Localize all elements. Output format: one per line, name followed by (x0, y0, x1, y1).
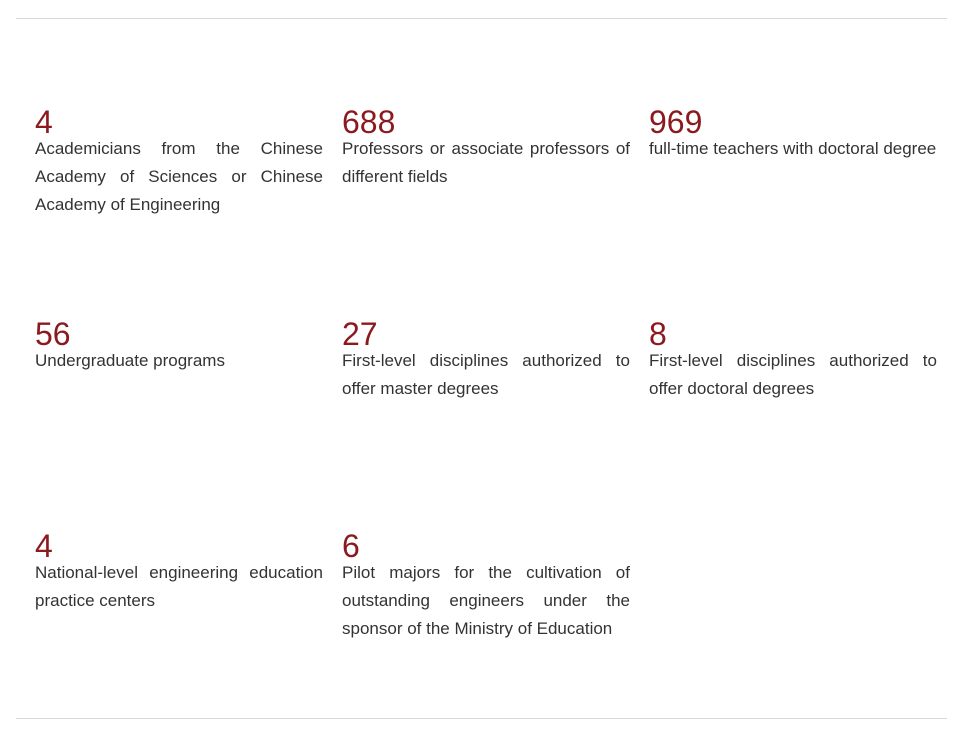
stat-doctoral-teachers (649, 106, 937, 163)
stat-value: 969 (649, 104, 703, 140)
stat-practice-centers (35, 530, 323, 615)
top-divider (16, 18, 947, 19)
stat-value: 8 (649, 316, 667, 352)
stat-value: 56 (35, 316, 71, 352)
stat-professors (342, 106, 630, 191)
stat-label: National-level engineering education practice centers (35, 563, 323, 610)
stat-label: Professors or associate professors of different fields (342, 139, 630, 186)
stat-label: Academicians from the Chinese Academy of Sciences or Chinese Academy of Engineering (35, 139, 323, 214)
stat-label: full-time teachers with doctoral degree (649, 139, 937, 158)
stat-undergraduate-programs (35, 318, 323, 375)
stat-value: 688 (342, 104, 396, 140)
stat-value: 27 (342, 316, 378, 352)
stat-value: 4 (35, 104, 53, 140)
stat-label: First-level disciplines authorized to offer doctoral degrees (649, 351, 937, 398)
stat-pilot-majors (342, 530, 630, 643)
stat-label: Pilot majors for the cultivation of outstanding engineers under the sponsor of the Ministry of Education (342, 563, 630, 638)
stat-value: 6 (342, 528, 360, 564)
stat-label: First-level disciplines authorized to offer master degrees (342, 351, 630, 398)
bottom-divider (16, 718, 947, 719)
stat-academicians (35, 106, 323, 219)
stat-master-disciplines (342, 318, 630, 403)
stat-label: Undergraduate programs (35, 351, 225, 370)
stat-value: 4 (35, 528, 53, 564)
stat-doctoral-disciplines (649, 318, 937, 403)
